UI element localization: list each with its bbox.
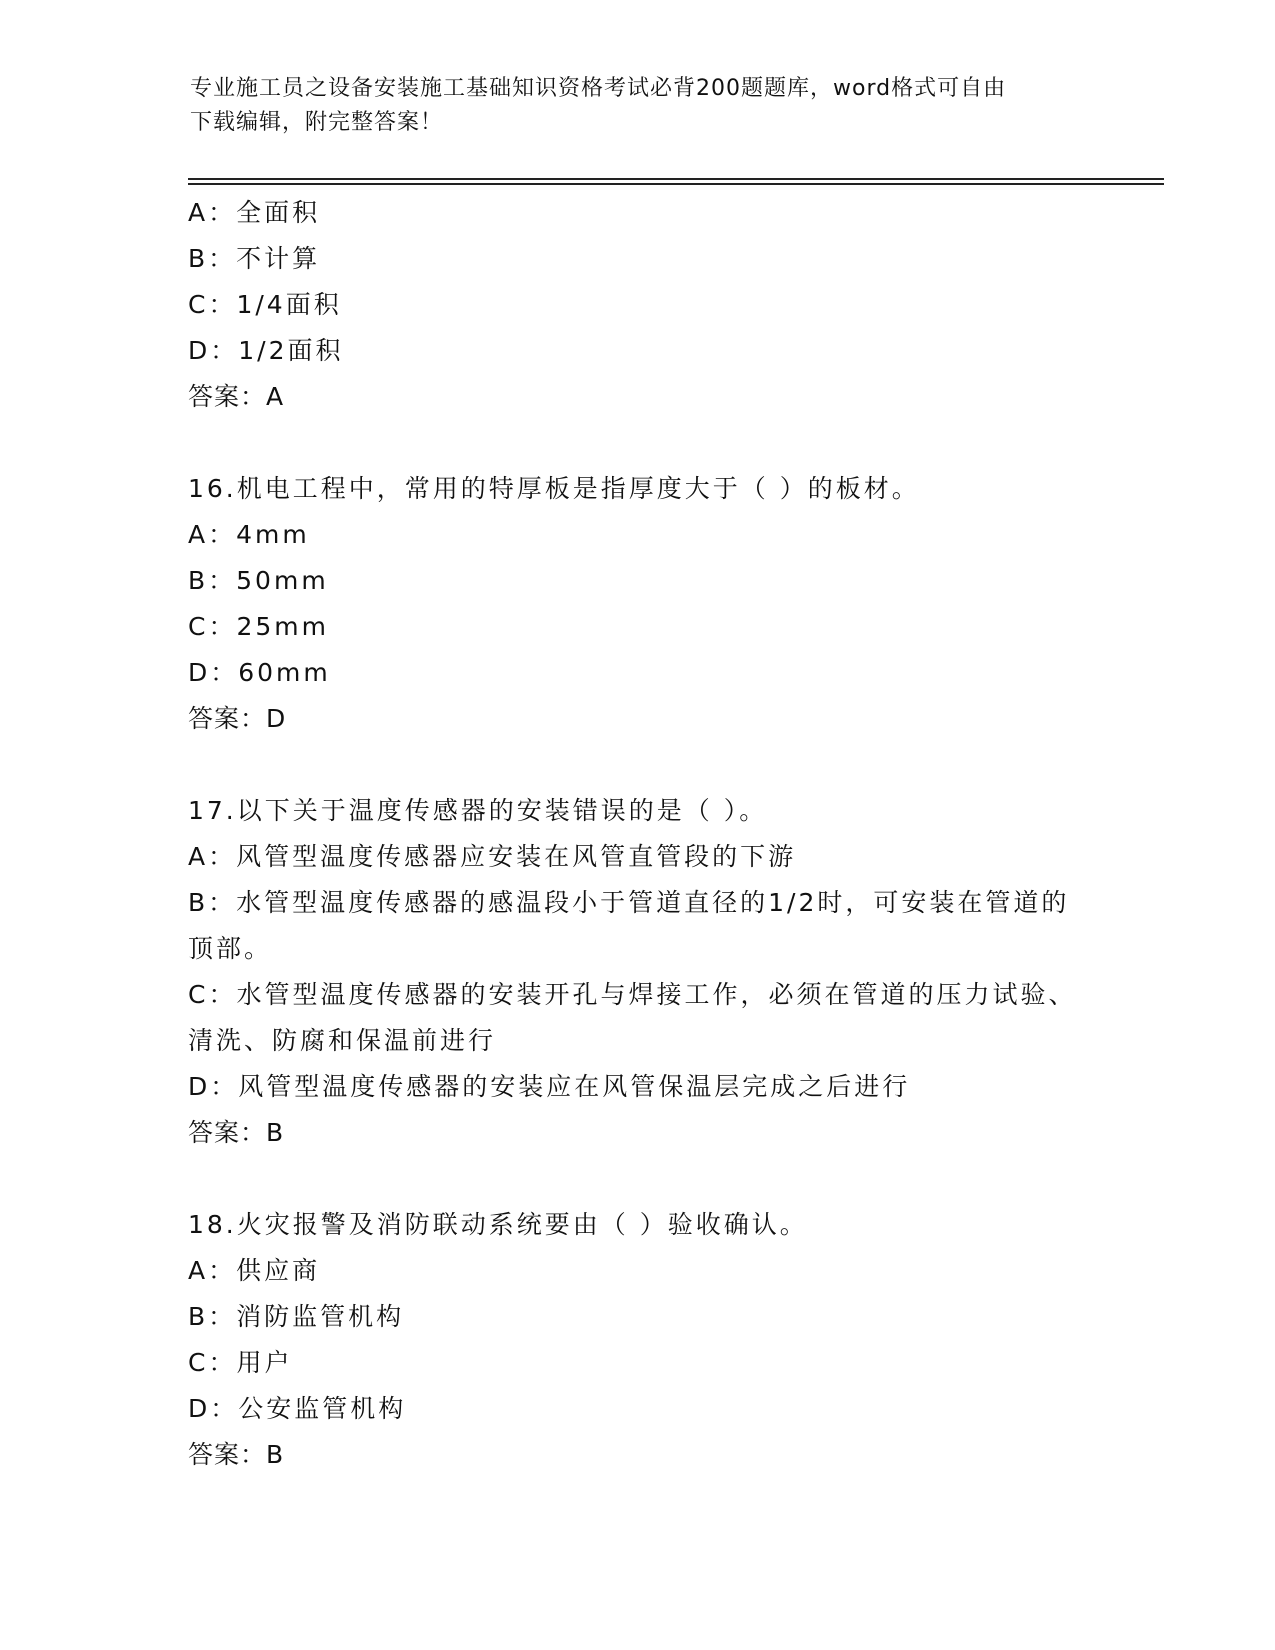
option-a: A：4mm [188,520,310,549]
document-header [190,72,1090,140]
option-b: B：水管型温度传感器的感温段小于管道直径的1/2时，可安装在管道的顶部。 [188,888,1070,963]
option-a: A：风管型温度传感器应安装在风管直管段的下游 [188,842,797,871]
question-16 [188,466,1088,742]
option-d: D：公安监管机构 [188,1394,407,1423]
header-title-line-1: 专业施工员之设备安装施工基础知识资格考试必背200题题库，word格式可自由 [190,76,1007,101]
option-b: B：消防监管机构 [188,1302,405,1331]
header-title-line-2: 下载编辑，附完整答案！ [190,110,444,135]
question-text: 16.机电工程中，常用的特厚板是指厚度大于（ ）的板材。 [188,474,920,503]
option-d: D：1/2面积 [188,336,344,365]
option-b: B：50mm [188,566,329,595]
spacer [188,742,1088,788]
option-d: D：风管型温度传感器的安装应在风管保温层完成之后进行 [188,1072,911,1101]
answer: 答案：D [188,704,287,733]
question-15 [188,190,1088,420]
option-a: A：供应商 [188,1256,321,1285]
spacer [188,420,1088,466]
question-text: 18.火灾报警及消防联动系统要由（ ）验收确认。 [188,1210,808,1239]
question-17 [188,788,1088,1156]
question-list [188,190,1088,1478]
option-b: B：不计算 [188,244,321,273]
option-c: C：1/4面积 [188,290,342,319]
question-text: 17.以下关于温度传感器的安装错误的是（ ）。 [188,796,768,825]
answer: 答案：B [188,1440,285,1469]
answer: 答案：A [188,382,285,411]
question-18 [188,1202,1088,1478]
option-c: C：25mm [188,612,329,641]
option-c: C：水管型温度传感器的安装开孔与焊接工作，必须在管道的压力试验、清洗、防腐和保温前进行 [188,980,1077,1055]
header-divider-top [188,178,1164,180]
option-a: A：全面积 [188,198,321,227]
header-divider-bottom [188,183,1164,185]
option-c: C：用户 [188,1348,293,1377]
spacer [188,1156,1088,1202]
answer: 答案：B [188,1118,285,1147]
option-d: D：60mm [188,658,331,687]
